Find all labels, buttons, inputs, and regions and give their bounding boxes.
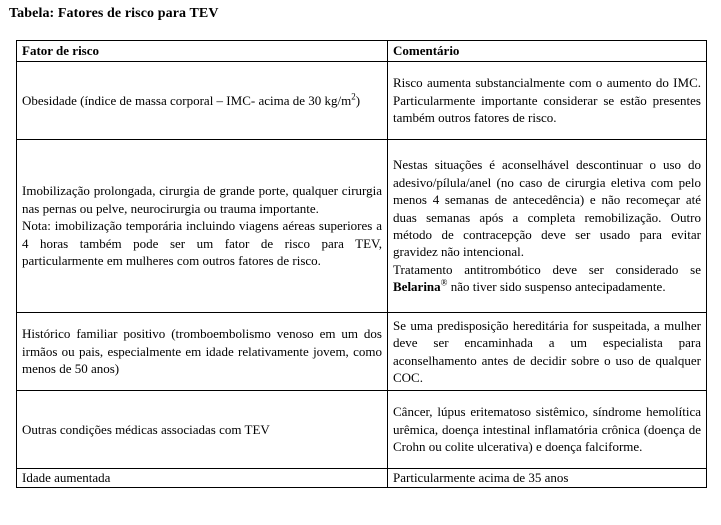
- row-factor-obesity: [17, 62, 388, 140]
- factor-note: Nota: imobilização temporária incluindo viagens aéreas superiores a 4 horas também pode ser um fator de risco para TEV, particularmente em mulheres com outros fatores de risco.: [22, 218, 382, 269]
- comment-text-2: [393, 261, 701, 296]
- row-comment-age: Particularmente acima de 35 anos: [388, 469, 707, 488]
- table-row: [17, 469, 707, 488]
- factor-text: Obesidade (índice de massa corporal – IMC- acima de 30 kg/m: [22, 92, 352, 108]
- row-factor-other-conditions: Outras condições médicas associadas com TEV: [17, 391, 388, 469]
- registered-mark: ®: [440, 277, 448, 288]
- header-factor: Fator de risco: [17, 41, 388, 62]
- superscript: 2: [351, 91, 356, 102]
- comment-pre: Tratamento antitrombótico deve ser considerado se: [393, 261, 701, 277]
- factor-text: Imobilização prolongada, cirurgia de grande porte, qualquer cirurgia nas pernas ou pelve, neurocirurgia ou trauma importante.: [22, 183, 382, 216]
- row-comment-immobilization: [388, 140, 707, 313]
- row-factor-immobilization: [17, 140, 388, 313]
- row-comment-family-history: Se uma predisposição hereditária for suspeitada, a mulher deve ser encaminhada a um especialista para aconselhamento antes de decidir sobre o uso de qualquer COC.: [388, 313, 707, 391]
- row-factor-age: Idade aumentada: [17, 469, 388, 488]
- table-row: [17, 62, 707, 140]
- table-row: [17, 313, 707, 391]
- comment-post: não tiver sido suspenso antecipadamente.: [447, 279, 666, 295]
- brand-name: Belarina: [393, 279, 441, 295]
- factor-tail: ): [355, 92, 361, 108]
- row-comment-other-conditions: Câncer, lúpus eritematoso sistêmico, síndrome hemolítica urêmica, doença intestinal inflamatória crônica (doença de Crohn ou colite ulcerativa) e doença falciforme.: [388, 391, 707, 469]
- table-row: [17, 391, 707, 469]
- table-caption: Tabela: Fatores de risco para TEV: [9, 6, 219, 21]
- comment-text: Nestas situações é aconselhável descontinuar o uso do adesivo/pílula/anel (no caso de cirurgia eletiva com pelo menos 4 semanas de antecedência) e não recomeçar até duas semanas após a completa remobilização. Outro método de contracepção deve ser usado para evitar gravidez não intencional.: [393, 157, 701, 260]
- header-comment: Comentário: [388, 41, 707, 62]
- table-row: [17, 140, 707, 313]
- row-factor-family-history: Histórico familiar positivo (tromboembolismo venoso em um dos irmãos ou pais, especialmente em idade relativamente jovem, como menos de 50 anos): [17, 313, 388, 391]
- row-comment-obesity: Risco aumenta substancialmente com o aumento do IMC. Particularmente importante considerar se estão presentes também outros fatores de risco.: [388, 62, 707, 140]
- risk-factor-table: [16, 40, 707, 488]
- table-header-row: [17, 41, 707, 62]
